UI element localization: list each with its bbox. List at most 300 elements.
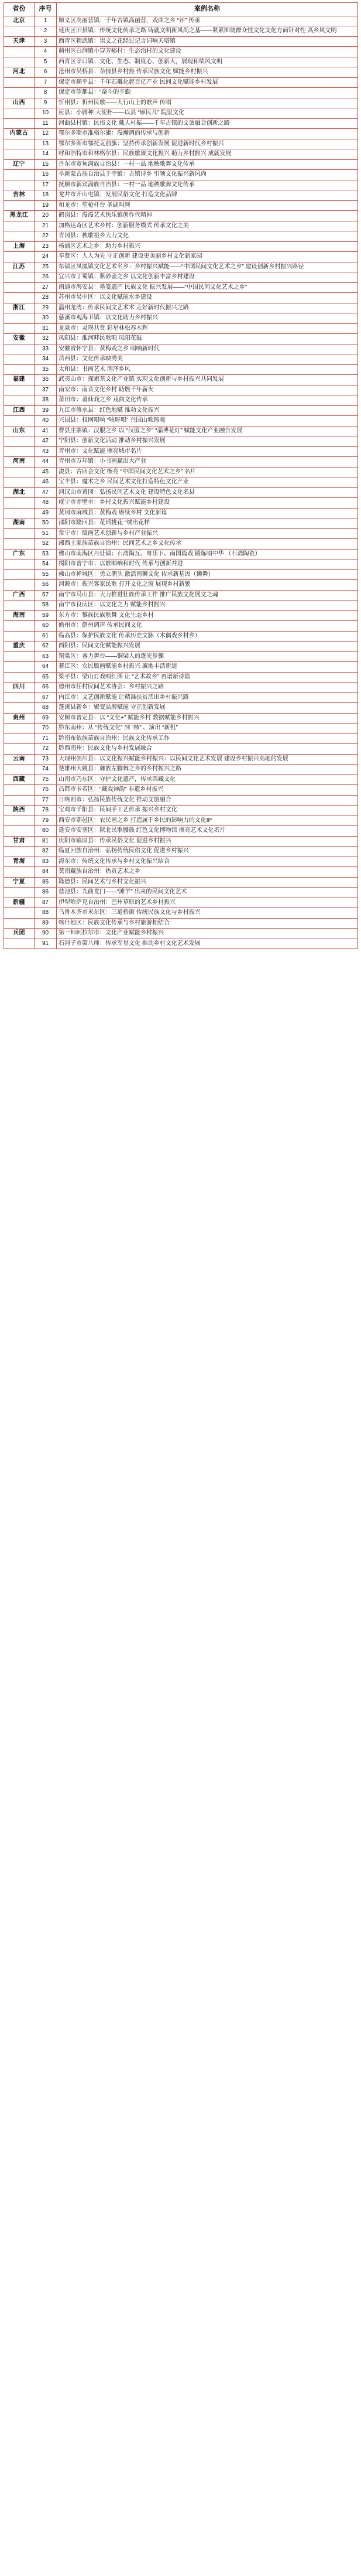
cell-province: 吉林 [4, 190, 35, 201]
cell-case-name: 南通市海安县：墨笺遗产 民族文化 振兴发展——“中国民间文化艺术之乡” [57, 282, 358, 293]
cell-number: 4 [35, 47, 57, 57]
table-row [4, 580, 358, 591]
cell-number: 22 [35, 231, 57, 242]
table-header-row [4, 3, 358, 16]
cell-case-name: 常宁市：版画艺术创新与乡村产业振兴 [57, 528, 358, 539]
cell-number: 86 [35, 888, 57, 898]
table-row [4, 651, 358, 662]
cell-number: 50 [35, 518, 57, 529]
cell-case-name: 西安市鄠邑区：农民画之乡 打造属于乡民的影响力的文化IP [57, 816, 358, 826]
cell-number: 26 [35, 272, 57, 283]
cell-case-name: 安顺市普定县：以 “文化+” 赋能乡村 数据赋能乡村振兴 [57, 713, 358, 724]
cell-province [4, 569, 35, 580]
table-row [4, 200, 358, 211]
table-row [4, 180, 358, 190]
cell-province [4, 724, 35, 734]
cell-case-name: 慈溪市观海卫镇：以文化助力乡村振兴 [57, 313, 358, 324]
cell-number: 63 [35, 651, 57, 662]
cell-number: 75 [35, 774, 57, 785]
table-row [4, 77, 358, 88]
table-row [4, 170, 358, 180]
cell-number: 31 [35, 323, 57, 334]
cell-province [4, 601, 35, 611]
cell-case-name: 兴国县：权网唱响 “咳呀唱” 兴国山歌铸魂 [57, 416, 358, 427]
table-row [4, 703, 358, 714]
cell-case-name: 鹤岗县：漫漫艺术快乐镇创作代精神 [57, 211, 358, 221]
table-row [4, 293, 358, 303]
cell-number: 89 [35, 918, 57, 929]
cell-number: 70 [35, 724, 57, 734]
table-row [4, 159, 358, 170]
cell-number: 14 [35, 149, 57, 160]
cell-case-name: 青冈县：秧歌祖乡大力文化 [57, 231, 358, 242]
table-row [4, 539, 358, 550]
table-row [4, 375, 358, 385]
cell-case-name: 南安市：南音文化乡村 助燃千年薪火 [57, 385, 358, 395]
cell-number: 52 [35, 539, 57, 550]
table-row [4, 416, 358, 427]
cell-province [4, 703, 35, 714]
cell-case-name: 阜新蒙古族自治县于寺镇：古镇诗乡 引领文化振兴新风尚 [57, 170, 358, 180]
table-row [4, 836, 358, 847]
cell-province [4, 467, 35, 477]
table-row [4, 98, 358, 108]
cell-case-name: 沧州市吴桥县：杂技县乡村热 传承民族文化 赋能乡村振兴 [57, 67, 358, 78]
cell-number: 34 [35, 354, 57, 365]
table-row [4, 303, 358, 313]
cell-case-name: 山南市乃东区：守护文化遗产，传承西藏文化 [57, 774, 358, 785]
cell-province [4, 108, 35, 119]
cell-case-name: 武夷山市：探索茶文化产业链 实现文化创新与乡村振兴共同发展 [57, 375, 358, 385]
cell-number: 25 [35, 262, 57, 272]
cell-province: 云南 [4, 754, 35, 765]
table-row [4, 590, 358, 601]
cell-province: 上海 [4, 241, 35, 252]
cell-number: 72 [35, 744, 57, 755]
cell-number: 87 [35, 898, 57, 908]
table-row [4, 816, 358, 826]
cell-case-name: 大理州剑川县：以文化振兴赋能乡村振兴：以民间文化艺术发展 建设乡村振兴高地的发展 [57, 754, 358, 765]
cell-case-name: 河曲县村镇：民俗文化 戴人村振——千年古镇的文旅融合创新之路 [57, 118, 358, 129]
cell-province: 西藏 [4, 774, 35, 785]
cell-province [4, 816, 35, 826]
cell-number: 2 [35, 26, 57, 37]
cell-province: 甘肃 [4, 836, 35, 847]
cell-province [4, 149, 35, 160]
cell-province: 黑龙江 [4, 211, 35, 221]
table-row [4, 898, 358, 908]
cell-case-name: 延安市安塞区：陕北民歌腰鼓 红色文化博物馆 擦亮艺术文化名片 [57, 826, 358, 837]
table-row [4, 549, 358, 559]
table-row [4, 847, 358, 857]
table-row [4, 190, 358, 201]
cell-case-name: 邵阳市隆回县：花瑶挑花 “绣出花样 [57, 518, 358, 529]
table-row [4, 221, 358, 231]
cell-number: 54 [35, 559, 57, 570]
cell-province [4, 364, 35, 375]
cell-case-name: 应县：小剧种 大使杯——以县 “雁民儿” 院里文化 [57, 108, 358, 119]
cell-case-name: 佛山市南海区丹灶镇：石湾陶瓦、粤乐下、南国篇戏 锻炼唱中华 （石湾陶瓷） [57, 549, 358, 559]
cell-province [4, 662, 35, 673]
cell-number: 27 [35, 282, 57, 293]
cell-province: 陕西 [4, 806, 35, 816]
cell-case-name: 宝鸡市千阳县：民间手工艺传承 振兴乡村文化 [57, 806, 358, 816]
table-row [4, 57, 358, 67]
cell-case-name: 临高县：保护民族文化 传承历史文脉（木偶戏乡村乡） [57, 631, 358, 642]
cell-number: 51 [35, 528, 57, 539]
cell-number: 17 [35, 180, 57, 190]
table-row [4, 477, 358, 488]
cell-case-name: 黔东南州：从 “传统文化” 到 “核” 、演出 “新机” [57, 724, 358, 734]
cell-case-name: 咸宁市赤壁市：乡村文化振兴赋能乡村建设 [57, 498, 358, 509]
table-row [4, 631, 358, 642]
cell-case-name: 日喀则市：弘扬民族传统文化 推动文旅融合 [57, 795, 358, 806]
cell-number: 40 [35, 416, 57, 427]
table-row [4, 436, 358, 447]
cell-number: 21 [35, 221, 57, 231]
cell-number: 62 [35, 642, 57, 652]
cell-case-name: 抚顺市新宾满族自治县：一村一品 地秧歌舞文化传承 [57, 180, 358, 190]
cell-case-name: 莆田市：莆仙戏之乡 戏曲文化传承 [57, 395, 358, 406]
cell-province [4, 293, 35, 303]
column-header-case-name: 案例名称 [57, 3, 358, 16]
cell-case-name: 第一师阿拉尔市：文化产业赋能乡村振兴 [57, 929, 358, 939]
table-row [4, 754, 358, 765]
cell-province [4, 765, 35, 775]
table-row [4, 569, 358, 580]
cell-province [4, 744, 35, 755]
cell-number: 90 [35, 929, 57, 939]
cell-province [4, 692, 35, 703]
cell-number: 37 [35, 385, 57, 395]
cell-province: 兵团 [4, 929, 35, 939]
cell-province [4, 621, 35, 632]
cell-case-name: 西青区辛口镇：文化、生态、制度心、创新大，展现和绩风文明 [57, 57, 358, 67]
table-row [4, 354, 358, 365]
cell-province [4, 77, 35, 88]
table-row [4, 364, 358, 375]
cell-case-name: 蓟州区白涧镇小穿芳峪村：生态治村的文化建设 [57, 47, 358, 57]
table-row [4, 857, 358, 867]
table-row [4, 139, 358, 149]
cell-number: 41 [35, 426, 57, 436]
cell-province [4, 508, 35, 518]
table-row [4, 528, 358, 539]
cell-number: 84 [35, 867, 57, 878]
cell-case-name: 东方市：黎族民族歌舞 文化生态乡村 [57, 610, 358, 621]
cell-province: 辽宁 [4, 159, 35, 170]
cell-province [4, 651, 35, 662]
table-row [4, 487, 358, 498]
cell-case-name: 苏州市吴中区：以文化赋能水乡建设 [57, 293, 358, 303]
table-row [4, 785, 358, 796]
cell-case-name: 曹县庄寨镇：汉服之乡 以 “汉服之乡” “淄博花灯” 赋能文化产业融合发展 [57, 426, 358, 436]
cell-number: 36 [35, 375, 57, 385]
cell-case-name: 九江市修水县：红色地赋 推动文化振兴 [57, 405, 358, 416]
cell-number: 12 [35, 129, 57, 139]
cell-province [4, 88, 35, 98]
cell-number: 58 [35, 601, 57, 611]
cell-number: 68 [35, 703, 57, 714]
table-row [4, 662, 358, 673]
cell-province [4, 180, 35, 190]
table-row [4, 241, 358, 252]
cell-case-name: 鄂尔多斯市鄂托克前旗：坚持传承创新发展 促进新时代乡村振兴 [57, 139, 358, 149]
table-row [4, 601, 358, 611]
cell-province [4, 416, 35, 427]
table-row [4, 508, 358, 518]
cell-province [4, 888, 35, 898]
cell-province: 河北 [4, 67, 35, 78]
table-row [4, 713, 358, 724]
cell-province [4, 57, 35, 67]
cell-province [4, 867, 35, 878]
cell-number: 16 [35, 170, 57, 180]
cell-case-name: 黔南布依族苗族自治州：民族文化传承工作 [57, 733, 358, 744]
cell-number: 47 [35, 487, 57, 498]
cell-province [4, 733, 35, 744]
cell-case-name: 蓬溪县新乡：聚变品牌赋能 守正创新发展 [57, 703, 358, 714]
cell-case-name: 昌都市卡若区：“藏戏神韵” 非遗乡村振兴 [57, 785, 358, 796]
table-row [4, 908, 358, 919]
cell-case-name: 宁阳县：创新文化活动 推动乡村振兴发展 [57, 436, 358, 447]
cell-province [4, 477, 35, 488]
cell-case-name: 延庆区旧县镇：传统文化传承之路 铸就文明新风尚之基——紧紧围绕群众性文化文化方面针对性 高乡风文明 [57, 26, 358, 37]
table-row [4, 774, 358, 785]
cell-case-name: 浚县：古庙会文化 擦亮 “中国民间文化艺术之乡” 名片 [57, 467, 358, 477]
cell-number: 67 [35, 692, 57, 703]
table-row [4, 498, 358, 509]
cell-number: 64 [35, 662, 57, 673]
cell-province [4, 313, 35, 324]
cell-number: 71 [35, 733, 57, 744]
cell-province [4, 559, 35, 570]
cell-number: 74 [35, 765, 57, 775]
cell-province: 山东 [4, 426, 35, 436]
cell-case-name: 黔西南州：民族文化与乡村发展融合 [57, 744, 358, 755]
table-row [4, 149, 358, 160]
cell-province: 广东 [4, 549, 35, 559]
cell-number: 59 [35, 610, 57, 621]
cell-case-name: 梁平县：梁山灯戏唱红图 让 “艺术故乡” 再谱新诗篇 [57, 672, 358, 683]
cell-number: 78 [35, 806, 57, 816]
cell-province [4, 200, 35, 211]
table-row [4, 929, 358, 939]
cell-case-name: 宝丰县：魔术之乡 民间艺术文化打造特色文化产业 [57, 477, 358, 488]
cell-province [4, 539, 35, 550]
cell-province [4, 580, 35, 591]
cell-case-name: 綦江区：农民版画赋能乡村振兴 廉地丰活新道 [57, 662, 358, 673]
cell-province: 内蒙古 [4, 129, 35, 139]
cell-number: 81 [35, 836, 57, 847]
cell-case-name: 乌鲁木齐市米东区：三道桥街 传统民族文化与乡村振兴 [57, 908, 358, 919]
cell-case-name: 揭阳市普宁市：以歌唱响和时代 传承与创新并进 [57, 559, 358, 570]
cell-case-name: 杨浦区艺术之乡：助力乡村振兴 [57, 241, 358, 252]
cell-number: 65 [35, 672, 57, 683]
cell-province: 四川 [4, 683, 35, 693]
table-header [4, 3, 358, 16]
cell-case-name: 温州龙湾：传承民间文艺术术 走好新时代振兴之路 [57, 303, 358, 313]
cell-province: 江苏 [4, 262, 35, 272]
table-row [4, 36, 358, 47]
cell-number: 60 [35, 621, 57, 632]
cell-province [4, 939, 35, 949]
cell-number: 82 [35, 847, 57, 857]
cell-number: 30 [35, 313, 57, 324]
cell-province [4, 118, 35, 129]
cell-number: 76 [35, 785, 57, 796]
table-row [4, 867, 358, 878]
cell-province: 海南 [4, 610, 35, 621]
cell-case-name: 儋州市：儋州调声 传承民间文化 [57, 621, 358, 632]
cell-province [4, 436, 35, 447]
table-row [4, 518, 358, 529]
cell-number: 10 [35, 108, 57, 119]
cell-case-name: 河源市：振兴客家民歌 打开文化之窗 展现乡村新貌 [57, 580, 358, 591]
cell-province [4, 231, 35, 242]
table-row [4, 692, 358, 703]
cell-province: 新疆 [4, 898, 35, 908]
table-row [4, 252, 358, 262]
table-row [4, 323, 358, 334]
table-body [4, 16, 358, 949]
cell-number: 33 [35, 344, 57, 354]
cell-number: 39 [35, 405, 57, 416]
cell-case-name: 黄冈市麻城县：黄梅戏 赓续乡村 文化新篇 [57, 508, 358, 518]
cell-case-name: 保定市顺平县：千年石雕化起百亿产业 民间文化赋能乡村发展 [57, 77, 358, 88]
cell-province [4, 826, 35, 837]
cell-case-name: 顺义区高丽营镇：千年古镇高丽营，戏曲之乡 “评” 传承 [57, 16, 358, 26]
table-row [4, 877, 358, 888]
cell-number: 43 [35, 446, 57, 457]
table-row [4, 610, 358, 621]
cell-province: 安徽 [4, 334, 35, 344]
cell-number: 29 [35, 303, 57, 313]
cell-case-name: 黄南藏族自治州：热贡艺术之乡 [57, 867, 358, 878]
cell-province: 江西 [4, 405, 35, 416]
cell-province: 湖北 [4, 487, 35, 498]
table-row [4, 108, 358, 119]
cell-province [4, 795, 35, 806]
cell-case-name: 青州市万年镇：小书画赢出大产业 [57, 457, 358, 468]
cell-number: 7 [35, 77, 57, 88]
cell-case-name: 呼和浩特市和林格尔县：民族歌舞文化振兴 助力乡村振兴 成就发展 [57, 149, 358, 160]
cell-number: 88 [35, 908, 57, 919]
cell-province: 福建 [4, 375, 35, 385]
cell-province: 重庆 [4, 642, 35, 652]
cell-number: 28 [35, 293, 57, 303]
table-row [4, 467, 358, 477]
cell-case-name: 酉阳县：民间文化赋能振兴发展 [57, 642, 358, 652]
cell-province [4, 918, 35, 929]
cell-case-name: 盐池县：九曲龙门——“滩羊” 出来的民间文化艺术 [57, 888, 358, 898]
cell-province [4, 528, 35, 539]
table-row [4, 446, 358, 457]
table-row [4, 262, 358, 272]
table-row [4, 672, 358, 683]
table-row [4, 826, 358, 837]
cell-number: 3 [35, 36, 57, 47]
cell-number: 8 [35, 88, 57, 98]
cell-case-name: 伊犁哈萨克自治州：巴州草原的艺术乡村振兴 [57, 898, 358, 908]
cell-province [4, 785, 35, 796]
table-row [4, 795, 358, 806]
table-row [4, 385, 358, 395]
cell-province: 湖南 [4, 518, 35, 529]
cell-case-name: 保定市望都县：“奋斗的辛勤 [57, 88, 358, 98]
cell-number: 6 [35, 67, 57, 78]
cell-number: 11 [35, 118, 57, 129]
cell-case-name: 楚雄州大姚县：彝族左脚舞之乡的乡村振兴之路 [57, 765, 358, 775]
table-row [4, 642, 358, 652]
cell-number: 23 [35, 241, 57, 252]
table-row [4, 47, 358, 57]
cell-number: 42 [35, 436, 57, 447]
table-row [4, 395, 358, 406]
cell-case-name: 青州市：文化赋能 擦亮城市名片 [57, 446, 358, 457]
cell-case-name: 岳西县：文化传承映秀美 [57, 354, 358, 365]
cell-case-name: 德州市任村民间艺术协会：乡村振兴之路 [57, 683, 358, 693]
cell-number: 69 [35, 713, 57, 724]
cell-number: 55 [35, 569, 57, 580]
cell-number: 24 [35, 252, 57, 262]
cell-province: 青海 [4, 857, 35, 867]
cell-case-name: 龙泉市：灵璞共赏 彩星林松春木辉 [57, 323, 358, 334]
cell-province: 浙江 [4, 303, 35, 313]
cell-province [4, 631, 35, 642]
cell-province: 宁夏 [4, 877, 35, 888]
cell-number: 18 [35, 190, 57, 201]
cell-case-name: 龙井市开山屯镇：发展民俗文化 打造文化品牌 [57, 190, 358, 201]
cell-number: 19 [35, 200, 57, 211]
cell-number: 45 [35, 467, 57, 477]
cell-number: 5 [35, 57, 57, 67]
cell-number: 9 [35, 98, 57, 108]
cell-province: 天津 [4, 36, 35, 47]
column-header-province: 省份 [4, 3, 35, 16]
table-row [4, 313, 358, 324]
cell-case-name: 宜兴市丁蜀镇：紫砂壶之乡 以文化创新丰富乡村建设 [57, 272, 358, 283]
table-row [4, 918, 358, 929]
cell-number: 77 [35, 795, 57, 806]
table-row [4, 559, 358, 570]
cell-case-name: 加格达奇区艺术乡村：创新服务模式 传承文化之美 [57, 221, 358, 231]
table-row [4, 211, 358, 221]
cell-province [4, 354, 35, 365]
cell-number: 35 [35, 364, 57, 375]
cell-province [4, 908, 35, 919]
cell-case-name: 西青区精武镇：崇文之花经过记言词响天塔镇 [57, 36, 358, 47]
cell-province: 北京 [4, 16, 35, 26]
cell-province [4, 323, 35, 334]
cell-number: 38 [35, 395, 57, 406]
cell-province [4, 252, 35, 262]
table-row [4, 426, 358, 436]
cell-province [4, 672, 35, 683]
cell-number: 91 [35, 939, 57, 949]
cell-case-name: 安徽省怀宁县：黄梅戏之乡 唱响新时代 [57, 344, 358, 354]
table-row [4, 88, 358, 98]
cell-province [4, 395, 35, 406]
table-row [4, 405, 358, 416]
cell-case-name: 和龙市：笙枪杆台 圣剧叫阿 [57, 200, 358, 211]
cell-number: 20 [35, 211, 57, 221]
cell-number: 79 [35, 816, 57, 826]
cell-province: 贵州 [4, 713, 35, 724]
cell-case-name: 南宁市良庆区：以文化之力 赋能乡村振兴 [57, 601, 358, 611]
table-row [4, 888, 358, 898]
cell-case-name: 铜梁区：睿力舞台——铜梁人的逐光步骤 [57, 651, 358, 662]
